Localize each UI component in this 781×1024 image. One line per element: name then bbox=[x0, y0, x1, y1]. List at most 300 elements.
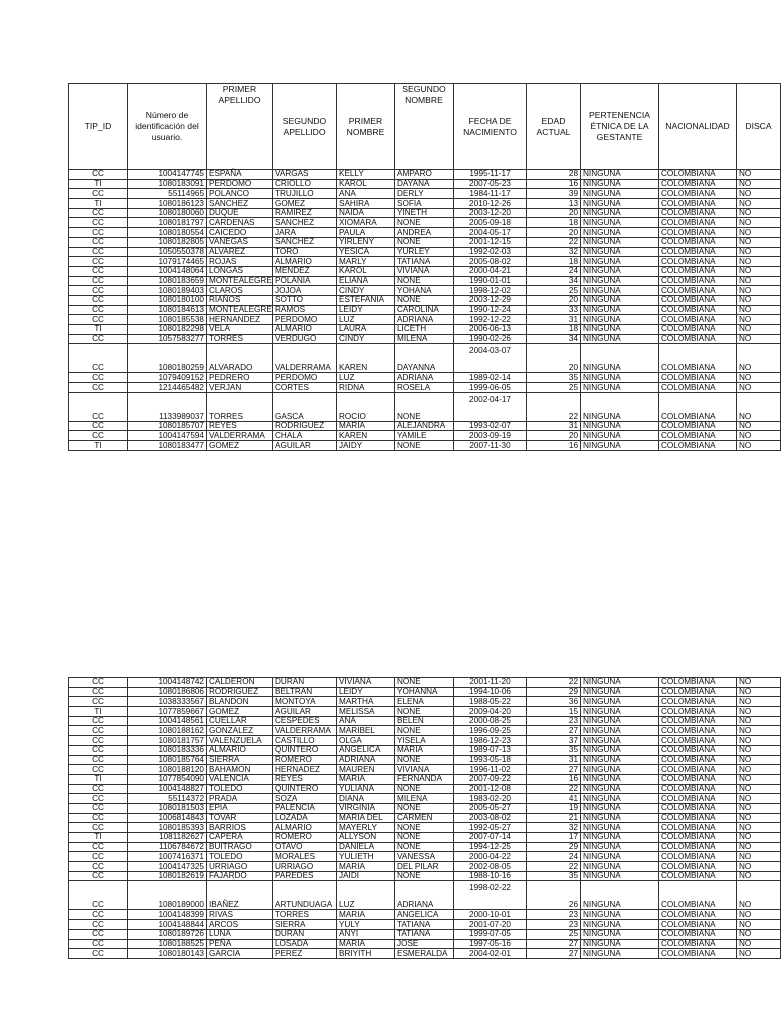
table-cell: CC bbox=[69, 784, 128, 794]
table-cell: NINGUNA bbox=[581, 823, 659, 833]
table-cell: NINGUNA bbox=[581, 257, 659, 267]
table-cell: BLANDON bbox=[207, 697, 273, 707]
table-row bbox=[69, 247, 781, 257]
table-cell: NO bbox=[737, 823, 781, 833]
table-cell: DURAN bbox=[273, 678, 337, 688]
table-cell: COLOMBIANA bbox=[659, 286, 737, 296]
table-cell: COLOMBIANA bbox=[659, 199, 737, 209]
table-cell: NO bbox=[737, 295, 781, 305]
table-cell: 35 bbox=[527, 871, 581, 881]
table-cell: 41 bbox=[527, 794, 581, 804]
table-cell: 1007416371 bbox=[128, 852, 207, 862]
table-cell: 1004148064 bbox=[128, 266, 207, 276]
table-cell: KAROL bbox=[337, 179, 395, 189]
table-cell: CAPERA bbox=[207, 833, 273, 843]
table-cell: YOHANNA bbox=[395, 687, 454, 697]
table-cell: NINGUNA bbox=[581, 305, 659, 315]
table-cell: NO bbox=[737, 765, 781, 775]
table-cell: 2003-12-29 bbox=[454, 295, 527, 305]
table-cell: COLOMBIANA bbox=[659, 179, 737, 189]
table-cell: CC bbox=[69, 189, 128, 199]
table-cell: PEDRERO bbox=[207, 373, 273, 383]
table-cell: ELENA bbox=[395, 697, 454, 707]
table-cell: COLOMBIANA bbox=[659, 383, 737, 393]
table-cell: 2007-05-23 bbox=[454, 179, 527, 189]
table-row bbox=[69, 716, 781, 726]
table-cell: PERDOMO bbox=[273, 315, 337, 325]
table-cell: CC bbox=[69, 218, 128, 228]
table-cell: NO bbox=[737, 784, 781, 794]
table-cell: NO bbox=[737, 881, 781, 910]
table-cell: COLOMBIANA bbox=[659, 228, 737, 238]
table-cell: JAIDI bbox=[337, 871, 395, 881]
table-cell: NO bbox=[737, 813, 781, 823]
table-cell: NINGUNA bbox=[581, 813, 659, 823]
table-cell: COLOMBIANA bbox=[659, 441, 737, 451]
table-cell: 1038333567 bbox=[128, 697, 207, 707]
table-cell: 2001-12-15 bbox=[454, 237, 527, 247]
table-cell: CC bbox=[69, 687, 128, 697]
table-cell: NONE bbox=[395, 833, 454, 843]
table-cell: 1080180100 bbox=[128, 295, 207, 305]
table-cell: ELIANA bbox=[337, 276, 395, 286]
table-cell: NINGUNA bbox=[581, 765, 659, 775]
table-cell: TATIANA bbox=[395, 920, 454, 930]
table-cell: 1986-12-23 bbox=[454, 736, 527, 746]
table-cell: XIOMARA bbox=[337, 218, 395, 228]
table-cell: 18 bbox=[527, 325, 581, 335]
table-cell: 1080185393 bbox=[128, 823, 207, 833]
table-cell: ADRIANA bbox=[337, 755, 395, 765]
table-cell: NINGUNA bbox=[581, 276, 659, 286]
table-cell: NO bbox=[737, 929, 781, 939]
table-cell: PALENCIA bbox=[273, 803, 337, 813]
table-cell: 2000-08-25 bbox=[454, 716, 527, 726]
table-cell: NINGUNA bbox=[581, 295, 659, 305]
table-cell: NINGUNA bbox=[581, 344, 659, 373]
table-row bbox=[69, 266, 781, 276]
table-cell: COLOMBIANA bbox=[659, 803, 737, 813]
table-cell: COLOMBIANA bbox=[659, 774, 737, 784]
table-cell: 1004148742 bbox=[128, 678, 207, 688]
table-cell: 1080183091 bbox=[128, 179, 207, 189]
table-cell: CORTES bbox=[273, 383, 337, 393]
table-cell: TI bbox=[69, 199, 128, 209]
table-cell: 1983-02-20 bbox=[454, 794, 527, 804]
col-first-name: PRIMER NOMBRE bbox=[337, 84, 395, 170]
table-cell: 1992-12-22 bbox=[454, 315, 527, 325]
table-cell: NO bbox=[737, 852, 781, 862]
table-cell: 1990-01-01 bbox=[454, 276, 527, 286]
table-cell: 39 bbox=[527, 189, 581, 199]
table-cell: NONE bbox=[395, 726, 454, 736]
table-cell: CC bbox=[69, 697, 128, 707]
table-cell: 32 bbox=[527, 247, 581, 257]
table-cell: 1077859667 bbox=[128, 707, 207, 717]
table-cell: NINGUNA bbox=[581, 286, 659, 296]
table-cell: NO bbox=[737, 373, 781, 383]
table-cell: ROCIO bbox=[337, 392, 395, 421]
table-cell: 22 bbox=[527, 678, 581, 688]
table-row bbox=[69, 949, 781, 959]
table-cell: NINGUNA bbox=[581, 179, 659, 189]
table-cell: NINGUNA bbox=[581, 881, 659, 910]
table-cell: 1050550378 bbox=[128, 247, 207, 257]
table-cell: COLOMBIANA bbox=[659, 325, 737, 335]
table-cell: 20 bbox=[527, 295, 581, 305]
table-cell: NINGUNA bbox=[581, 315, 659, 325]
table-cell: MONTEALEGRE bbox=[207, 305, 273, 315]
table-cell: NINGUNA bbox=[581, 745, 659, 755]
table-cell: NO bbox=[737, 170, 781, 180]
table-cell: 2002-04-17 bbox=[454, 392, 527, 421]
table-cell: CALDERON bbox=[207, 678, 273, 688]
table-cell: CC bbox=[69, 247, 128, 257]
table-cell: COLOMBIANA bbox=[659, 871, 737, 881]
table-cell: HERNANDEZ bbox=[207, 315, 273, 325]
table-cell: COLOMBIANA bbox=[659, 833, 737, 843]
table-cell: DANIELA bbox=[337, 842, 395, 852]
table-cell: 1080181797 bbox=[128, 218, 207, 228]
table-cell: CC bbox=[69, 276, 128, 286]
table-cell: NO bbox=[737, 179, 781, 189]
table-cell: 1080183477 bbox=[128, 441, 207, 451]
table-cell: 1004147594 bbox=[128, 431, 207, 441]
table-cell: NINGUNA bbox=[581, 218, 659, 228]
table-row bbox=[69, 910, 781, 920]
table-cell: 23 bbox=[527, 920, 581, 930]
table-cell: CC bbox=[69, 431, 128, 441]
table-row bbox=[69, 373, 781, 383]
table-cell: ESMERALDA bbox=[395, 949, 454, 959]
table-row bbox=[69, 325, 781, 335]
table-row bbox=[69, 871, 781, 881]
table-cell: COLOMBIANA bbox=[659, 305, 737, 315]
table-cell: 1995-11-17 bbox=[454, 170, 527, 180]
table-cell: YURLEY bbox=[395, 247, 454, 257]
table-cell: CC bbox=[69, 295, 128, 305]
table-row bbox=[69, 237, 781, 247]
table-cell: NONE bbox=[395, 295, 454, 305]
table-cell: 16 bbox=[527, 179, 581, 189]
table-cell: 1106784672 bbox=[128, 842, 207, 852]
table-cell: NO bbox=[737, 199, 781, 209]
table-cell: 26 bbox=[527, 881, 581, 910]
table-cell: CC bbox=[69, 315, 128, 325]
table-cell: COLOMBIANA bbox=[659, 315, 737, 325]
table-cell: TI bbox=[69, 833, 128, 843]
table-cell: COLOMBIANA bbox=[659, 707, 737, 717]
table-cell: ANYI bbox=[337, 929, 395, 939]
table-cell: ANGELICA bbox=[395, 910, 454, 920]
table-cell: CC bbox=[69, 745, 128, 755]
table-cell: CC bbox=[69, 939, 128, 949]
table-cell: GOMEZ bbox=[207, 707, 273, 717]
table-cell: SANCHEZ bbox=[273, 237, 337, 247]
table-cell: 22 bbox=[527, 237, 581, 247]
table-cell: CINDY bbox=[337, 334, 395, 344]
table-row bbox=[69, 305, 781, 315]
table-cell: MORALES bbox=[273, 852, 337, 862]
table-cell: CC bbox=[69, 344, 128, 373]
table-cell: CC bbox=[69, 813, 128, 823]
table-cell: BELTRAN bbox=[273, 687, 337, 697]
table-cell: 16 bbox=[527, 774, 581, 784]
table-cell: CC bbox=[69, 286, 128, 296]
table-cell: RODRIGUEZ bbox=[207, 687, 273, 697]
table-cell: NO bbox=[737, 726, 781, 736]
table-cell: URRIAGO bbox=[207, 862, 273, 872]
table-cell: 15 bbox=[527, 707, 581, 717]
table-cell: NONE bbox=[395, 218, 454, 228]
table-cell: VALDERRAMA bbox=[207, 431, 273, 441]
table-cell: 2004-03-07 bbox=[454, 344, 527, 373]
table-cell: CC bbox=[69, 726, 128, 736]
col-id-number: Número de identificación del usuario. bbox=[128, 84, 207, 170]
table-cell: 20 bbox=[527, 208, 581, 218]
table-cell: CC bbox=[69, 823, 128, 833]
table-cell: ALEJANDRA bbox=[395, 421, 454, 431]
table-cell: NINGUNA bbox=[581, 697, 659, 707]
table-cell: CASTILLO bbox=[273, 736, 337, 746]
table-cell: NONE bbox=[395, 842, 454, 852]
table-cell: 29 bbox=[527, 842, 581, 852]
table-cell: MAUREN bbox=[337, 765, 395, 775]
table-cell: MILENA bbox=[395, 334, 454, 344]
table-cell: MARIA bbox=[395, 745, 454, 755]
table-cell: NO bbox=[737, 315, 781, 325]
table-cell: COLOMBIANA bbox=[659, 295, 737, 305]
table-cell: ROJAS bbox=[207, 257, 273, 267]
table-cell: 2000-10-01 bbox=[454, 910, 527, 920]
table-cell: LONGAS bbox=[207, 266, 273, 276]
table-cell: COLOMBIANA bbox=[659, 247, 737, 257]
table-cell: PAREDES bbox=[273, 871, 337, 881]
table-cell: CC bbox=[69, 881, 128, 910]
table-cell: LUZ bbox=[337, 315, 395, 325]
table-cell: COLOMBIANA bbox=[659, 189, 737, 199]
table-cell: COLOMBIANA bbox=[659, 170, 737, 180]
table-row bbox=[69, 736, 781, 746]
table-cell: 1133989037 bbox=[128, 392, 207, 421]
table-cell: YESICA bbox=[337, 247, 395, 257]
table-cell: DERLY bbox=[395, 189, 454, 199]
table-cell: NO bbox=[737, 716, 781, 726]
table-cell: URRIAGO bbox=[273, 862, 337, 872]
table-cell: NO bbox=[737, 247, 781, 257]
table-row bbox=[69, 920, 781, 930]
table-cell: 1080188525 bbox=[128, 939, 207, 949]
table-cell: NO bbox=[737, 774, 781, 784]
table-cell: BELEN bbox=[395, 716, 454, 726]
table-cell: TORRES bbox=[207, 334, 273, 344]
table-cell: GOMEZ bbox=[273, 199, 337, 209]
table-cell: GASCA bbox=[273, 392, 337, 421]
table-cell: 1004148561 bbox=[128, 716, 207, 726]
table-cell: 34 bbox=[527, 276, 581, 286]
table-cell: ALMARIO bbox=[273, 325, 337, 335]
table-cell: COLOMBIANA bbox=[659, 208, 737, 218]
table-cell: 1989-07-13 bbox=[454, 745, 527, 755]
table-cell: 1996-11-02 bbox=[454, 765, 527, 775]
table-cell: 1004147745 bbox=[128, 170, 207, 180]
table-cell: DAYANNA bbox=[395, 344, 454, 373]
table-cell: NONE bbox=[395, 237, 454, 247]
col-ethnicity: PERTENENCIA ÉTNICA DE LA GESTANTE bbox=[581, 84, 659, 170]
table-cell: CC bbox=[69, 678, 128, 688]
table-cell: VIVIANA bbox=[337, 678, 395, 688]
table-cell: YULIANA bbox=[337, 784, 395, 794]
table-cell: MARIA bbox=[337, 862, 395, 872]
table-row bbox=[69, 257, 781, 267]
table-cell: YISELA bbox=[395, 736, 454, 746]
table-cell: NINGUNA bbox=[581, 392, 659, 421]
table-cell: CC bbox=[69, 755, 128, 765]
table-cell: 1080182805 bbox=[128, 237, 207, 247]
table-cell: CC bbox=[69, 765, 128, 775]
table-cell: BAHAMON bbox=[207, 765, 273, 775]
col-disability: DISCA bbox=[737, 84, 781, 170]
table-2-body bbox=[69, 678, 781, 959]
table-cell: 25 bbox=[527, 286, 581, 296]
table-cell: GARCIA bbox=[207, 949, 273, 959]
table-cell: NINGUNA bbox=[581, 687, 659, 697]
table-cell: 27 bbox=[527, 949, 581, 959]
table-cell: TORRES bbox=[273, 910, 337, 920]
table-cell: ADRIANA bbox=[395, 373, 454, 383]
table-cell: YULIETH bbox=[337, 852, 395, 862]
table-cell: YINETH bbox=[395, 208, 454, 218]
table-cell: NINGUNA bbox=[581, 833, 659, 843]
table-cell: COLOMBIANA bbox=[659, 929, 737, 939]
table-cell: 31 bbox=[527, 421, 581, 431]
table-cell: 2009-04-20 bbox=[454, 707, 527, 717]
table-cell: COLOMBIANA bbox=[659, 784, 737, 794]
table-cell: NO bbox=[737, 939, 781, 949]
table-cell: JARA bbox=[273, 228, 337, 238]
table-cell: BRIYITH bbox=[337, 949, 395, 959]
table-cell: COLOMBIANA bbox=[659, 939, 737, 949]
table-cell: NO bbox=[737, 678, 781, 688]
table-row bbox=[69, 852, 781, 862]
table-cell: 36 bbox=[527, 697, 581, 707]
table-row bbox=[69, 315, 781, 325]
table-cell: 1057583277 bbox=[128, 334, 207, 344]
table-cell: COLOMBIANA bbox=[659, 949, 737, 959]
table-cell: 1080185764 bbox=[128, 755, 207, 765]
table-cell: PAULA bbox=[337, 228, 395, 238]
table-cell: LUNA bbox=[207, 929, 273, 939]
table-cell: 37 bbox=[527, 736, 581, 746]
table-cell: 1080189000 bbox=[128, 881, 207, 910]
table-cell: NO bbox=[737, 736, 781, 746]
table-cell: DURAN bbox=[273, 929, 337, 939]
table-cell: NO bbox=[737, 237, 781, 247]
table-cell: NO bbox=[737, 383, 781, 393]
table-cell: 1080189726 bbox=[128, 929, 207, 939]
table-cell: NINGUNA bbox=[581, 871, 659, 881]
table-cell: 2003-08-02 bbox=[454, 813, 527, 823]
table-cell: MELISSA bbox=[337, 707, 395, 717]
table-cell: MENDEZ bbox=[273, 266, 337, 276]
table-cell: CC bbox=[69, 920, 128, 930]
col-age: EDAD ACTUAL bbox=[527, 84, 581, 170]
table-cell: 23 bbox=[527, 716, 581, 726]
table-cell: 27 bbox=[527, 726, 581, 736]
table-cell: 24 bbox=[527, 266, 581, 276]
table-cell: AMPARO bbox=[395, 170, 454, 180]
table-cell: 18 bbox=[527, 257, 581, 267]
table-cell: CC bbox=[69, 266, 128, 276]
table-cell: VALDERRAMA bbox=[273, 344, 337, 373]
table-cell: COLOMBIANA bbox=[659, 697, 737, 707]
table-cell: 17 bbox=[527, 833, 581, 843]
table-cell: LUZ bbox=[337, 881, 395, 910]
table-cell: ADRIANA bbox=[395, 315, 454, 325]
table-cell: NONE bbox=[395, 441, 454, 451]
table-cell: OTAVO bbox=[273, 842, 337, 852]
table-row bbox=[69, 392, 781, 421]
table-cell: COLOMBIANA bbox=[659, 334, 737, 344]
table-cell: 1080186123 bbox=[128, 199, 207, 209]
table-cell: JOJOA bbox=[273, 286, 337, 296]
table-cell: ESPAÑA bbox=[207, 170, 273, 180]
table-cell: 1080180554 bbox=[128, 228, 207, 238]
table-cell: YULY bbox=[337, 920, 395, 930]
table-cell: NINGUNA bbox=[581, 949, 659, 959]
table-cell: 21 bbox=[527, 813, 581, 823]
table-cell: GONZALEZ bbox=[207, 726, 273, 736]
table-cell: VANEGAS bbox=[207, 237, 273, 247]
table-cell: MARIA bbox=[337, 421, 395, 431]
col-second-surname: SEGUNDO APELLIDO bbox=[273, 84, 337, 170]
table-cell: MARIA bbox=[337, 774, 395, 784]
table-cell: COLOMBIANA bbox=[659, 823, 737, 833]
table-cell: YOHANA bbox=[395, 286, 454, 296]
table-cell: VIVIANA bbox=[395, 765, 454, 775]
table-cell: 1079409152 bbox=[128, 373, 207, 383]
table-cell: BUITRAGO bbox=[207, 842, 273, 852]
table-cell: AGUILAR bbox=[273, 707, 337, 717]
table-header-row bbox=[69, 84, 781, 170]
table-row bbox=[69, 697, 781, 707]
table-cell: RIAÑOS bbox=[207, 295, 273, 305]
table-row bbox=[69, 929, 781, 939]
table-cell: 1004148827 bbox=[128, 784, 207, 794]
table-cell: 1999-06-05 bbox=[454, 383, 527, 393]
table-cell: COLOMBIANA bbox=[659, 431, 737, 441]
table-cell: NINGUNA bbox=[581, 334, 659, 344]
table-cell: COLOMBIANA bbox=[659, 852, 737, 862]
table-cell: 1994-12-25 bbox=[454, 842, 527, 852]
table-cell: QUINTERO bbox=[273, 784, 337, 794]
table-cell: CC bbox=[69, 862, 128, 872]
table-cell: NO bbox=[737, 286, 781, 296]
table-cell: 1080182619 bbox=[128, 871, 207, 881]
table-cell: NINGUNA bbox=[581, 431, 659, 441]
table-row bbox=[69, 794, 781, 804]
table-cell: NONE bbox=[395, 803, 454, 813]
table-cell: 22 bbox=[527, 862, 581, 872]
table-cell: DEL PILAR bbox=[395, 862, 454, 872]
table-cell: PERDOMO bbox=[273, 373, 337, 383]
table-cell: CUELLAR bbox=[207, 716, 273, 726]
table-cell: COLOMBIANA bbox=[659, 392, 737, 421]
table-row bbox=[69, 774, 781, 784]
table-cell: NINGUNA bbox=[581, 247, 659, 257]
table-cell: 20 bbox=[527, 431, 581, 441]
table-cell: NO bbox=[737, 707, 781, 717]
